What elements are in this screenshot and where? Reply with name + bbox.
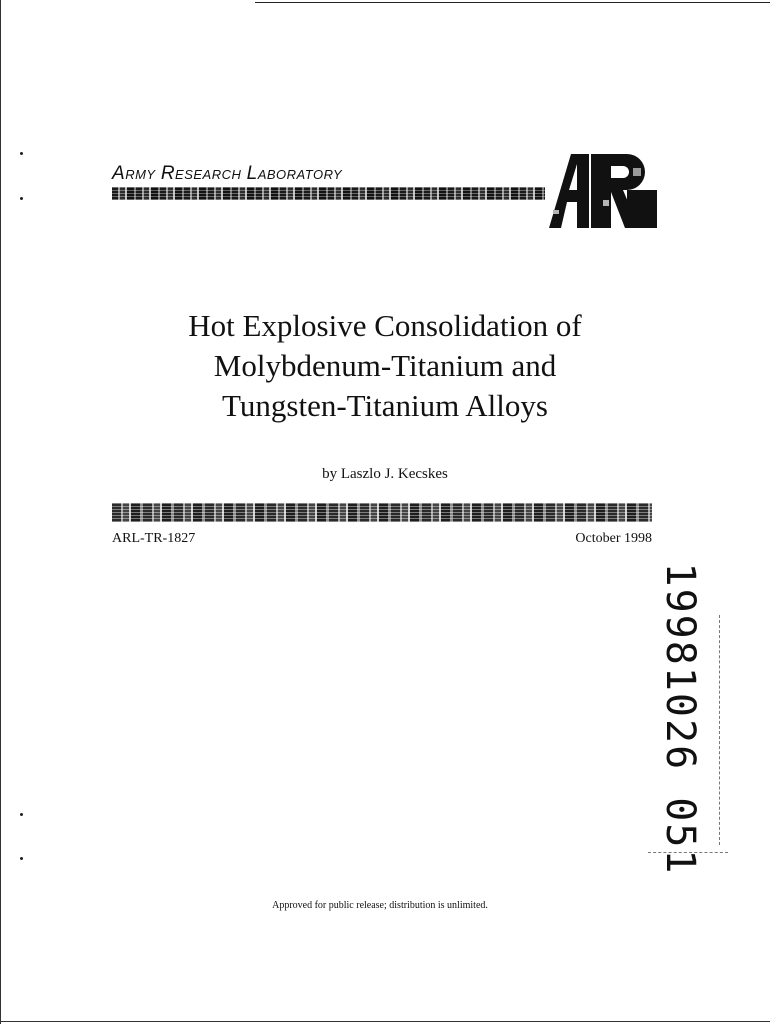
stamp-border-bottom [648, 852, 728, 853]
page-edge-top [255, 2, 770, 3]
accession-stamp [640, 562, 720, 876]
title-line-1: Hot Explosive Consolidation of [188, 308, 582, 343]
report-date: October 1998 [575, 531, 652, 546]
lab-name-initial: R [160, 163, 176, 184]
report-title [120, 306, 650, 426]
scan-speck [20, 152, 23, 155]
scan-speck [20, 813, 23, 816]
stamp-border-right [719, 615, 720, 845]
scan-speck [20, 197, 23, 200]
report-number: ARL-TR-1827 [112, 531, 196, 546]
lab-name-rest: ESEARCH [175, 167, 242, 182]
lab-name-rest: RMY [125, 167, 156, 182]
distribution-statement: Approved for public release; distribution is unlimited. [272, 900, 488, 911]
laboratory-name [112, 163, 342, 185]
lab-name-initial: A [112, 163, 126, 184]
page-edge-bottom [0, 1021, 770, 1022]
title-line-2: Molybdenum-Titanium and [213, 348, 557, 383]
accession-number: 19981026 051 [657, 562, 703, 876]
scan-speck [20, 857, 23, 860]
arl-logo-icon [545, 150, 657, 230]
page-edge-left [0, 0, 1, 1024]
title-rule-band [112, 503, 652, 522]
lab-name-rest: ABORATORY [257, 167, 343, 182]
author-line: by Laszlo J. Kecskes [322, 466, 448, 482]
title-line-3: Tungsten-Titanium Alloys [222, 388, 548, 423]
lab-name-initial: L [246, 163, 258, 184]
